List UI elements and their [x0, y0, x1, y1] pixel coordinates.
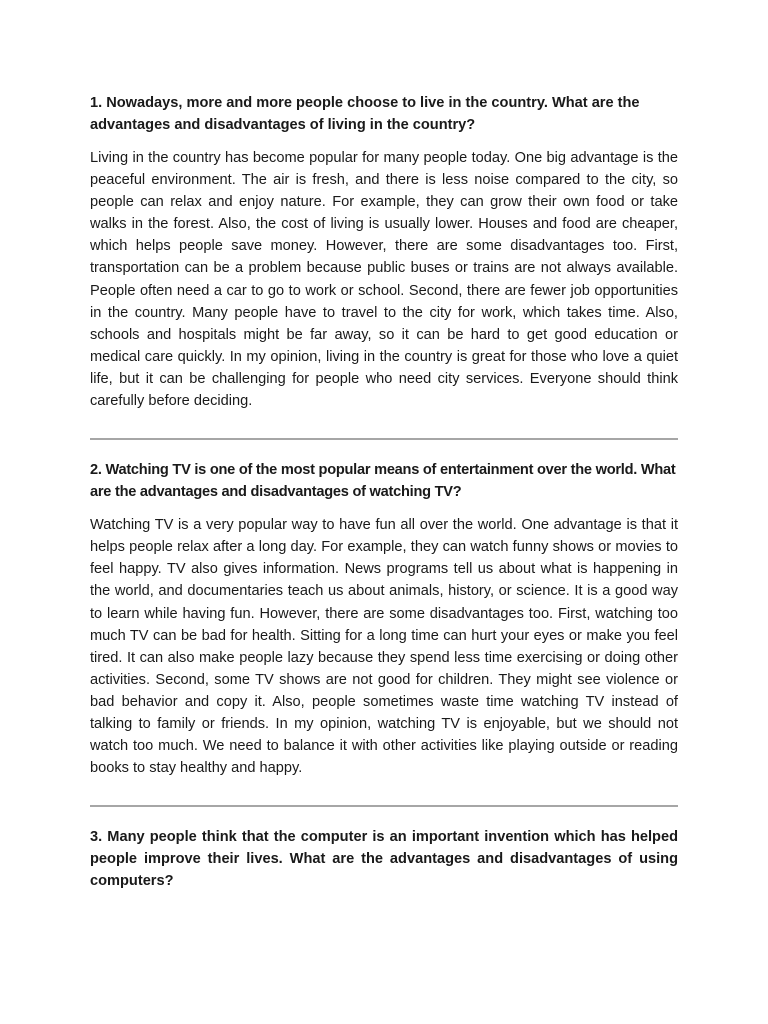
answer-paragraph: Living in the country has become popular for many people today. One big advantage is the peaceful environment. The air is fresh, and there is less noise compared to the city, so people can relax and enjoy nature. For example, they can grow their own food or take walks in the forest. Also, the cost of living is usually lower. Houses and food are cheaper, which helps people save money. However, there are some disadvantages too. First, transportation can be a problem because public buses or trains are not always available. People often need a car to go to work or school. Second, there are fewer job opportunities in the country. Many people have to travel to the city for work, which takes time. Also, schools and hospitals might be far away, so it can be hard to get good education or medical care quickly. In my opinion, living in the country is great for those who love a quiet life, but it can be challenging for people who need city services. Everyone should think carefully before deciding.	[90, 150, 678, 410]
section-3	[90, 826, 678, 892]
question-heading: 1. Nowadays, more and more people choose to live in the country. What are the advantages and disadvantages of living in the country?	[90, 95, 640, 133]
section-divider	[90, 438, 678, 440]
section-2	[90, 459, 678, 779]
question-heading: 3. Many people think that the computer is an important invention which has helped people improve their lives. What are the advantages and disadvantages of using computers?	[90, 829, 678, 890]
section-1	[90, 92, 678, 412]
section-divider	[90, 805, 678, 807]
question-heading: 2. Watching TV is one of the most popular means of entertainment over the world. What are the advantages and disadvantages of watching TV?	[90, 462, 676, 501]
essay-document	[90, 92, 678, 892]
answer-paragraph: Watching TV is a very popular way to have fun all over the world. One advantage is that it helps people relax after a long day. For example, they can watch funny shows or movies to feel happy. TV also gives information. News programs tell us about what is happening in the world, and documentaries teach us about animals, history, or science. It is a good way to learn while having fun. However, there are some disadvantages too. First, watching too much TV can be bad for health. Sitting for a long time can hurt your eyes or make you feel tired. It can also make people lazy because they spend less time exercising or doing other activities. Second, some TV shows are not good for children. They might see violence or bad behavior and copy it. Also, people sometimes waste time watching TV instead of talking to family or friends. In my opinion, watching TV is enjoyable, but we should not watch too much. We need to balance it with other activities like playing outside or reading books to stay healthy and happy.	[90, 517, 678, 777]
